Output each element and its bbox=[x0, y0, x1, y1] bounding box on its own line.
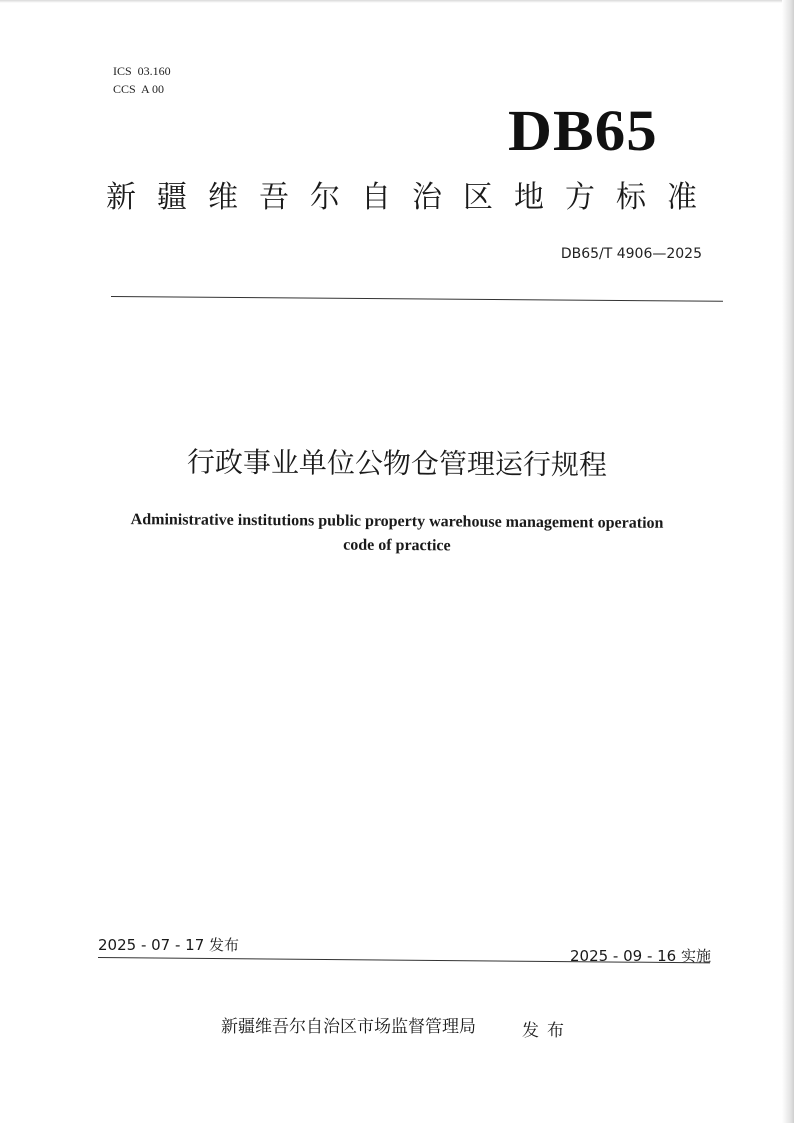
scan-shadow-top bbox=[0, 0, 794, 3]
scan-shadow-right bbox=[782, 0, 794, 1123]
document-title-cn: 行政事业单位公物仓管理运行规程 bbox=[186, 445, 608, 482]
standard-code: DB65/T 4906—2025 bbox=[560, 246, 702, 262]
classification-block bbox=[113, 62, 171, 98]
ccs-code: CCS A 00 bbox=[113, 82, 165, 96]
ics-code: ICS 03.160 bbox=[113, 64, 171, 78]
issue-label: 发布 bbox=[522, 1021, 572, 1041]
document-title-en bbox=[0, 507, 794, 561]
issuing-authority: 新疆维吾尔自治区市场监督管理局 bbox=[221, 1017, 476, 1037]
implement-date: 2025 - 09 - 16 实施 bbox=[569, 947, 711, 965]
title-en-line-1: Administrative institutions public property warehouse management operation bbox=[130, 511, 664, 532]
publish-date: 2025 - 07 - 17 发布 bbox=[98, 936, 240, 954]
header-divider bbox=[111, 296, 723, 302]
db65-logo: DB65 bbox=[508, 98, 658, 163]
standard-type-heading: 新疆维吾尔自治区地方标准 bbox=[106, 180, 718, 215]
title-en-line-2: code of practice bbox=[343, 536, 451, 555]
